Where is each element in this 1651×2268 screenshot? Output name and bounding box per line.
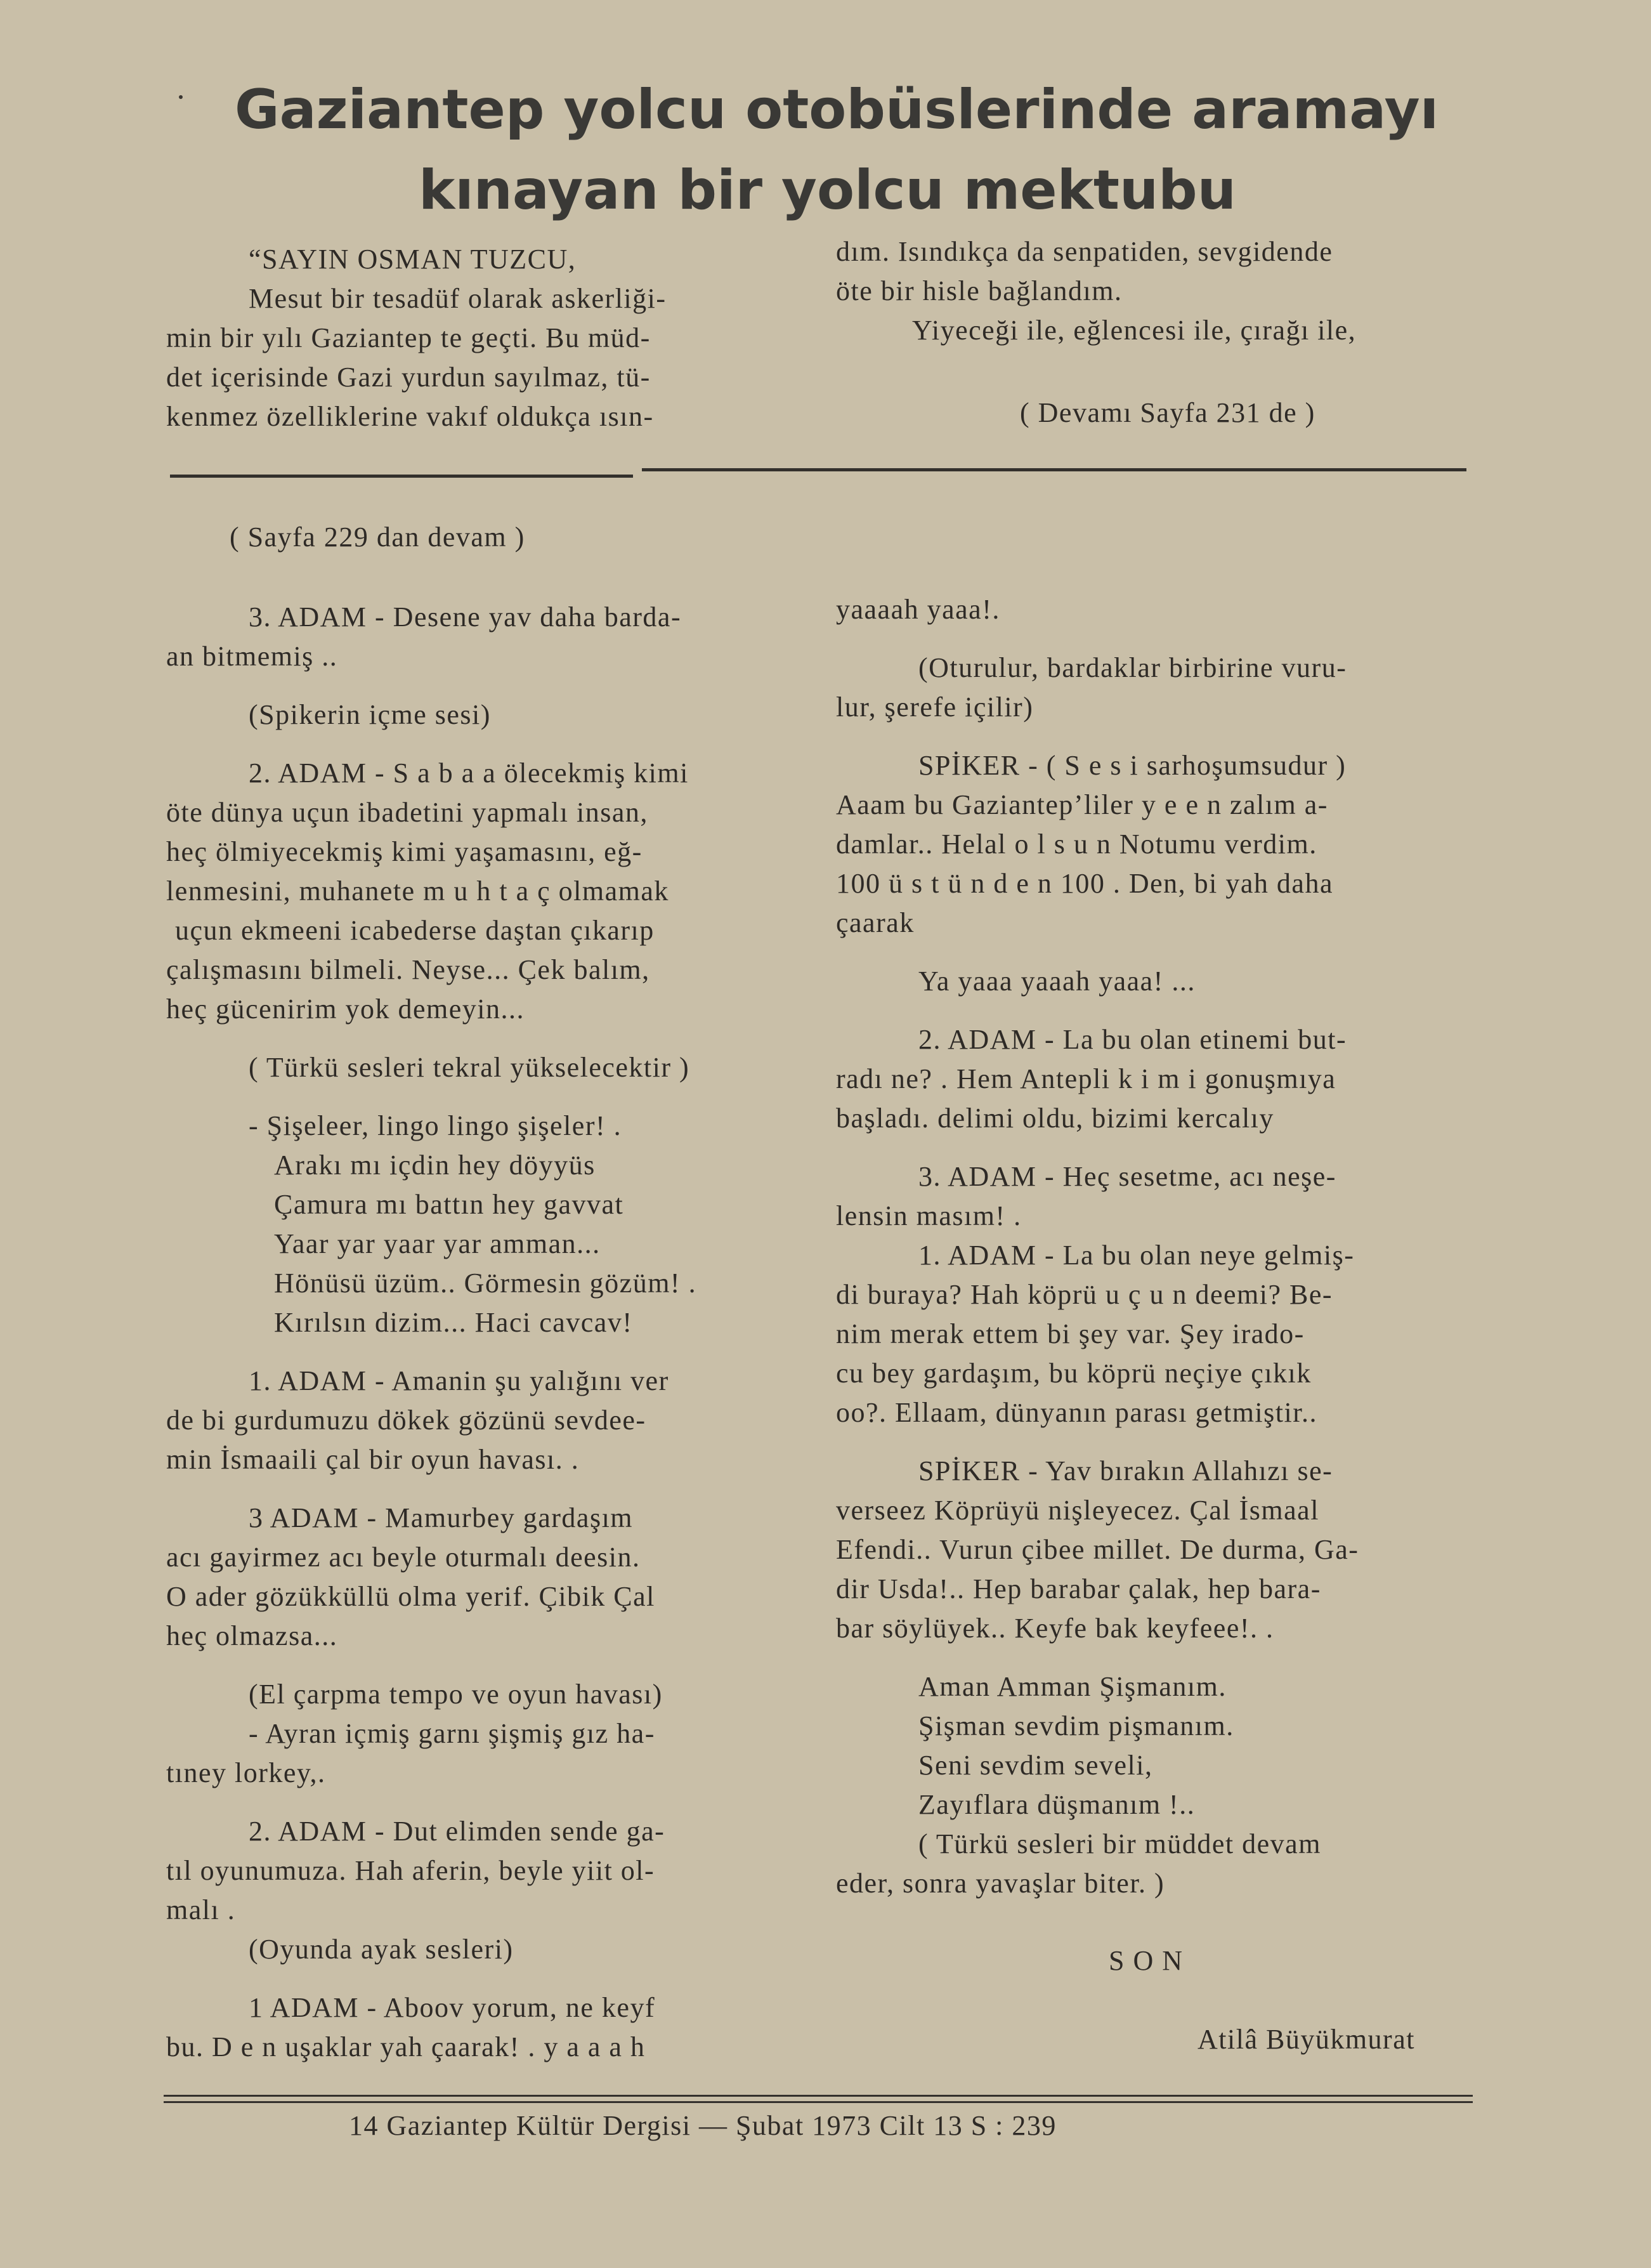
play-line: 3 ADAM - Mamurbey gardaşım xyxy=(249,1502,634,1533)
footer-rule-top xyxy=(164,2095,1473,2097)
play-line: ( Türkü sesleri tekral yükselecektir ) xyxy=(249,1052,690,1083)
play-line: oo?. Ellaam, dünyanın parası getmiştir.. xyxy=(836,1397,1317,1428)
play-line: lur, şerefe içilir) xyxy=(836,692,1034,723)
play-line: 2. ADAM - La bu olan etinemi but- xyxy=(918,1024,1347,1055)
play-line: 2. ADAM - Dut elimden sende ga- xyxy=(249,1816,665,1847)
play-line: min İsmaaili çal bir oyun havası. . xyxy=(166,1444,580,1475)
play-line: (Spikerin içme sesi) xyxy=(249,699,491,730)
play-line: Efendi.. Vurun çibee millet. De durma, Ga- xyxy=(836,1534,1359,1565)
play-line: damlar.. Helal o l s u n Notumu verdim. xyxy=(836,829,1317,860)
end-word: S O N xyxy=(1109,1945,1184,1976)
play-line: başladı. delimi oldu, bizimi kercalıy xyxy=(836,1103,1274,1134)
play-line: Yaar yar yaar yar amman... xyxy=(274,1228,601,1259)
footer-rule-bottom xyxy=(164,2101,1473,2103)
play-line: radı ne? . Hem Antepli k i m i gonuşmıya xyxy=(836,1063,1336,1094)
play-line: çalışmasını bilmeli. Neyse... Çek balım, xyxy=(166,954,650,985)
play-line: eder, sonra yavaşlar biter. ) xyxy=(836,1868,1165,1899)
play-line: öte dünya uçun ibadetini yapmalı insan, xyxy=(166,797,648,828)
play-line: Seni sevdim seveli, xyxy=(918,1750,1153,1781)
play-line: heç olmazsa... xyxy=(166,1620,338,1651)
letter-line: min bir yılı Gaziantep te geçti. Bu müd- xyxy=(166,322,651,353)
play-line: 3. ADAM - Desene yav daha barda- xyxy=(249,601,682,633)
letter-line: Mesut bir tesadüf olarak askerliği- xyxy=(249,283,667,314)
play-line: 1. ADAM - Amanin şu yalığını ver xyxy=(249,1365,669,1396)
play-line: lenmesini, muhanete m u h t a ç olmamak xyxy=(166,875,669,907)
play-line: tıl oyunumuza. Hah aferin, beyle yiit ol- xyxy=(166,1855,655,1886)
play-line: 100 ü s t ü n d e n 100 . Den, bi yah daha xyxy=(836,868,1333,899)
letter-line: kenmez özelliklerine vakıf oldukça ısın- xyxy=(166,401,654,432)
letter-line: dım. Isındıkça da senpatiden, sevgidende xyxy=(836,236,1333,267)
play-line: Çamura mı battın hey gavvat xyxy=(274,1189,624,1220)
play-line: di buraya? Hah köprü u ç u n deemi? Be- xyxy=(836,1279,1333,1310)
letter-line: Yiyeceği ile, eğlencesi ile, çırağı ile, xyxy=(912,315,1357,346)
play-line: uçun ekmeeni icabederse daştan çıkarıp xyxy=(175,915,655,946)
letter-line: öte bir hisle bağlandım. xyxy=(836,275,1123,306)
play-line: 3. ADAM - Heç sesetme, acı neşe- xyxy=(918,1161,1336,1192)
play-line: 2. ADAM - S a b a a ölecekmiş kimi xyxy=(249,757,689,789)
play-line: Arakı mı içdin hey döyyüs xyxy=(274,1150,596,1181)
play-line: (El çarpma tempo ve oyun havası) xyxy=(249,1679,663,1710)
play-line: - Ayran içmiş garnı şişmiş gız ha- xyxy=(249,1718,655,1749)
play-line: yaaaah yaaa!. xyxy=(836,594,1000,625)
play-line: bar söylüyek.. Keyfe bak keyfeee!. . xyxy=(836,1613,1274,1644)
section-divider-left xyxy=(170,475,633,478)
play-line: (Oyunda ayak sesleri) xyxy=(249,1934,514,1965)
play-line: lensin masım! . xyxy=(836,1200,1022,1231)
play-line: Aaam bu Gaziantep’liler y e e n zalım a- xyxy=(836,789,1328,820)
play-line: Zayıflara düşmanım !.. xyxy=(918,1789,1196,1820)
play-line: heç gücenirim yok demeyin... xyxy=(166,993,525,1025)
play-line: SPİKER - ( S e s i sarhoşumsudur ) xyxy=(918,750,1347,781)
play-line: çaarak xyxy=(836,907,915,938)
article-title-line-2: kınayan bir yolcu mektubu xyxy=(419,159,1236,222)
play-line: ( Türkü sesleri bir müddet devam xyxy=(918,1828,1321,1859)
print-speck xyxy=(179,95,183,99)
play-line: Şişman sevdim pişmanım. xyxy=(918,1710,1234,1741)
play-line: de bi gurdumuzu dökek gözünü sevdee- xyxy=(166,1405,646,1436)
play-line: nim merak ettem bi şey var. Şey irado- xyxy=(836,1318,1305,1349)
play-line: cu bey gardaşım, bu köprü neçiye çıkık xyxy=(836,1358,1312,1389)
play-line: 1. ADAM - La bu olan neye gelmiş- xyxy=(918,1240,1355,1271)
letter-right-column xyxy=(836,232,1489,350)
play-left-column xyxy=(166,598,807,2067)
play-line: Aman Amman Şişmanım. xyxy=(918,1671,1227,1702)
play-line: malı . xyxy=(166,1894,236,1925)
play-line: tıney lorkey,. xyxy=(166,1757,326,1788)
play-line: O ader gözükküllü olma yerif. Çibik Çal xyxy=(166,1581,655,1612)
play-line: verseez Köprüyü nişleyecez. Çal İsmaal xyxy=(836,1495,1319,1526)
author-name: Atilâ Büyükmurat xyxy=(1197,2024,1415,2055)
letter-left-column xyxy=(166,240,794,436)
play-line: 1 ADAM - Aboov yorum, ne keyf xyxy=(249,1992,656,2023)
page-footer: 14 Gaziantep Kültür Dergisi — Şubat 1973 Cilt 13 S : 239 xyxy=(349,2110,1057,2141)
continued-from-note: ( Sayfa 229 dan devam ) xyxy=(230,521,525,553)
play-line: bu. D e n uşaklar yah çaarak! . y a a a h xyxy=(166,2031,646,2062)
continued-note: ( Devamı Sayfa 231 de ) xyxy=(1020,397,1315,428)
play-line: (Oturulur, bardaklar birbirine vuru- xyxy=(918,652,1347,683)
play-right-column xyxy=(836,590,1483,1903)
section-divider-right xyxy=(642,468,1466,471)
play-line: an bitmemiş .. xyxy=(166,641,338,672)
play-line: Hönüsü üzüm.. Görmesin gözüm! . xyxy=(274,1268,697,1299)
play-line: heç ölmiyecekmiş kimi yaşamasını, eğ- xyxy=(166,836,643,867)
play-line: SPİKER - Yav bırakın Allahızı se- xyxy=(918,1455,1333,1486)
article-title-line-1: Gaziantep yolcu otobüslerinde aramayı xyxy=(235,78,1439,141)
play-line: Ya yaaa yaaah yaaa! ... xyxy=(918,966,1196,997)
letter-line: det içerisinde Gazi yurdun sayılmaz, tü- xyxy=(166,362,651,393)
letter-salutation: “SAYIN OSMAN TUZCU, xyxy=(249,244,577,275)
play-line: - Şişeleer, lingo lingo şişeler! . xyxy=(249,1110,622,1141)
play-line: dir Usda!.. Hep barabar çalak, hep bara- xyxy=(836,1573,1321,1604)
play-line: acı gayirmez acı beyle oturmalı deesin. xyxy=(166,1542,641,1573)
play-line: Kırılsın dizim... Haci cavcav! xyxy=(274,1307,633,1338)
